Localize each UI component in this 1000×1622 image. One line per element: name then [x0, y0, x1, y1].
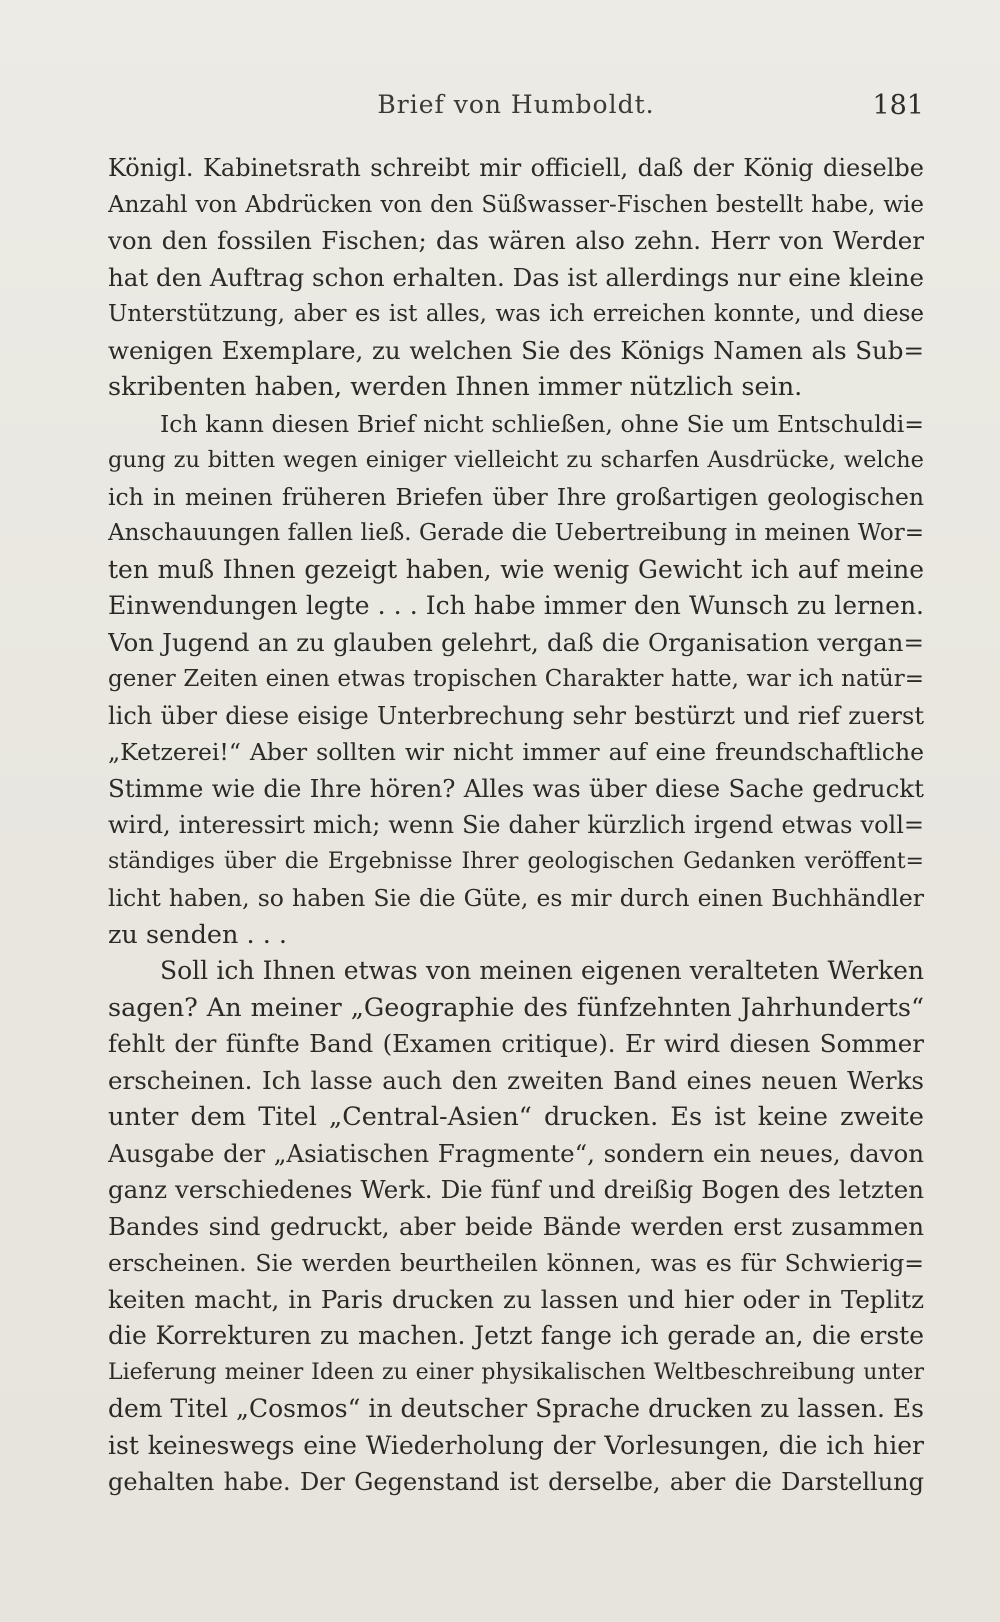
text-line: keiten macht, in Paris drucken zu lassen und hier oder in Teplitz: [108, 1284, 924, 1314]
text-line: Soll ich Ihnen etwas von meinen eigenen veralteten Werken: [160, 956, 924, 985]
body-text: [108, 150, 924, 1501]
text-line: Unterstützung, aber es ist alles, was ich erreichen konnte, und diese: [108, 301, 924, 327]
page-number: 181: [872, 90, 924, 121]
text-line: lich über diese eisige Unterbrechung sehr bestürzt und rief zuerst: [108, 701, 924, 730]
text-line: von den fossilen Fischen; das wären also zehn. Herr von Werder: [108, 226, 924, 255]
running-title: Brief von Humboldt.: [377, 90, 655, 119]
running-head: [108, 90, 924, 130]
text-line: ten muß Ihnen gezeigt haben, wie wenig Gewicht ich auf meine: [108, 554, 924, 584]
text-line: Königl. Kabinetsrath schreibt mir officiell, daß der König dieselbe: [108, 154, 924, 182]
text-line: wird, interessirt mich; wenn Sie daher kürzlich irgend etwas voll=: [108, 811, 924, 839]
text-line: Einwendungen legte . . . Ich habe immer den Wunsch zu lernen.: [108, 591, 924, 620]
text-line: zu senden . . .: [108, 919, 288, 950]
text-line: ganz verschiedenes Werk. Die fünf und dreißig Bogen des letzten: [108, 1175, 924, 1204]
text-line: skribenten haben, werden Ihnen immer nützlich sein.: [108, 372, 803, 402]
text-line: Von Jugend an zu glauben gelehrt, daß die Organisation vergan=: [108, 627, 924, 657]
text-line: Stimme wie die Ihre hören? Alles was über diese Sache gedruckt: [108, 773, 924, 803]
text-line: hat den Auftrag schon erhalten. Das ist allerdings nur eine kleine: [108, 262, 924, 292]
text-line: Bandes sind gedruckt, aber beide Bände werden erst zusammen: [108, 1211, 924, 1241]
text-line: sagen? An meiner „Geographie des fünfzehnten Jahrhunderts“: [108, 992, 924, 1023]
text-line: ist keineswegs eine Wiederholung der Vorlesungen, die ich hier: [108, 1430, 924, 1460]
text-line: Anschauungen fallen ließ. Gerade die Uebertreibung in meinen Wor=: [108, 520, 924, 546]
text-line: ich in meinen früheren Briefen über Ihre großartigen geologischen: [108, 482, 924, 511]
text-line: unter dem Titel „Central-Asien“ drucken. Es ist keine zweite: [108, 1102, 924, 1132]
text-line: gener Zeiten einen etwas tropischen Charakter hatte, war ich natür=: [108, 666, 924, 692]
text-line: Ich kann diesen Brief nicht schließen, ohne Sie um Entschuldi=: [160, 409, 924, 438]
text-line: wenigen Exemplare, zu welchen Sie des Königs Namen als Sub=: [108, 335, 924, 365]
text-line: Ausgabe der „Asiatischen Fragmente“, sondern ein neues, davon: [108, 1138, 924, 1168]
text-line: fehlt der fünfte Band (Examen critique). Er wird diesen Sommer: [108, 1029, 924, 1058]
text-line: erscheinen. Sie werden beurtheilen können, was es für Schwierig=: [108, 1249, 924, 1277]
text-line: ständiges über die Ergebnisse Ihrer geologischen Gedanken veröffent=: [108, 848, 924, 874]
text-line: gung zu bitten wegen einiger vielleicht zu scharfen Ausdrücke, welche: [108, 447, 924, 473]
text-line: Anzahl von Abdrücken von den Süßwasser-Fischen bestellt habe, wie: [108, 191, 924, 218]
text-line: erscheinen. Ich lasse auch den zweiten Band eines neuen Werks: [108, 1065, 924, 1095]
text-line: Lieferung meiner Ideen zu einer physikalischen Weltbeschreibung unter: [108, 1359, 924, 1385]
text-line: dem Titel „Cosmos“ in deutscher Sprache drucken zu lassen. Es: [108, 1394, 924, 1423]
text-line: die Korrekturen zu machen. Jetzt fange ich gerade an, die erste: [108, 1321, 924, 1350]
text-line: „Ketzerei!“ Aber sollten wir nicht immer auf eine freundschaftliche: [108, 738, 924, 766]
text-line: licht haben, so haben Sie die Güte, es mir durch einen Buchhändler: [108, 884, 924, 912]
text-line: gehalten habe. Der Gegenstand ist derselbe, aber die Darstellung: [108, 1468, 924, 1496]
